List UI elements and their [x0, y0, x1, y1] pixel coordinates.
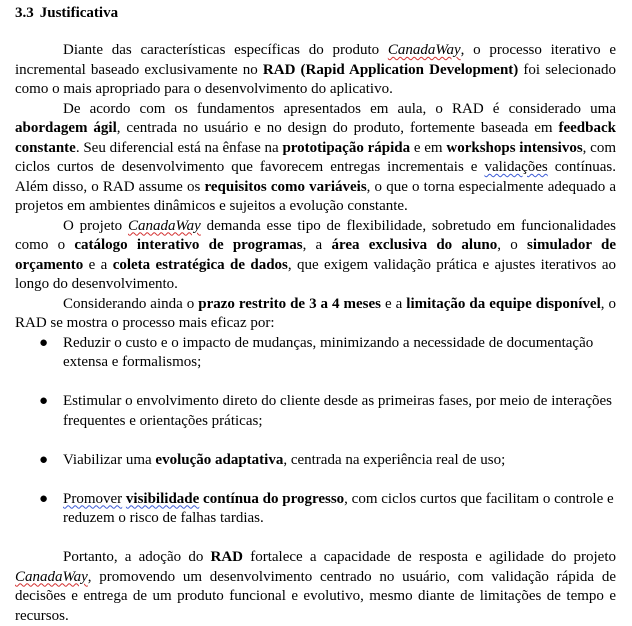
spellcheck-word: Promover — [63, 490, 123, 507]
product-name: CanadaWay — [15, 568, 88, 585]
text-run: , o que o torna especialmente adequado a projetos em ambientes dinâmicos e sujeitos a evolução constante. — [15, 178, 617, 214]
bold-term: contínua do progresso — [199, 490, 345, 507]
spellcheck-word: validações — [484, 159, 548, 175]
text-run: O projeto — [63, 217, 128, 234]
text-run: , que exigem validação prática e ajustes iterativos ao longo do desenvolvimento. — [15, 256, 616, 292]
bold-term: área exclusiva do aluno — [331, 237, 498, 253]
text-run: , centrada na experiência real de uso; — [283, 451, 506, 468]
bold-term: requisitos como variáveis — [204, 178, 367, 195]
text-run: , a — [302, 237, 332, 253]
bold-term: feedback constante — [15, 120, 616, 156]
list-item — [15, 392, 616, 431]
bold-term: simulador de orçamento — [15, 237, 616, 273]
text-run: . Seu diferencial está na ênfase na — [75, 139, 283, 156]
text-run: demanda esse tipo de flexibilidade, sobretudo em funcionalidades como o — [15, 217, 616, 253]
text-run: , com ciclos curtos que facilitam o controle e reduzem o risco de falhas tardias. — [63, 490, 614, 526]
product-name: CanadaWay — [127, 217, 201, 234]
text-run: , centrada no usuário e no design do produto, fortemente baseada em — [116, 120, 559, 136]
bold-term: prototipação rápida — [282, 139, 411, 156]
text-run: , o — [497, 237, 527, 253]
paragraph-rad-fundamentals — [15, 100, 616, 217]
text-run: Estimular o envolvimento direto do cliente desde as primeiras fases, por meio de interações frequentes e orientações práticas; — [63, 393, 612, 429]
bullet-icon: ● — [39, 490, 49, 507]
document-body — [15, 41, 616, 626]
bold-term: prazo restrito de 3 a 4 meses — [198, 295, 382, 312]
text-run: , com ciclos curtos de desenvolvimento que favorecem entregas incrementais e — [15, 139, 616, 175]
bold-term: visibilidade — [125, 490, 200, 507]
paragraph-project-features — [15, 217, 616, 295]
text-run: contínuas. Além disso, o RAD assume os — [15, 159, 616, 195]
text-run: Portanto, a adoção do — [63, 549, 211, 565]
bold-term: RAD (Rapid Application Development) — [262, 61, 519, 78]
bullet-icon: ● — [39, 451, 49, 468]
bullet-icon: ● — [39, 393, 49, 409]
section-heading — [15, 4, 118, 23]
list-item — [15, 451, 616, 471]
list-item — [15, 334, 616, 373]
section-number: 3.3 — [15, 5, 34, 21]
bullet-icon: ● — [39, 334, 49, 351]
text-run: , o RAD se mostra o processo mais eficaz por: — [15, 295, 616, 331]
text-run: Diante das características específicas do produto — [63, 42, 388, 58]
text-run: , promovendo um desenvolvimento centrado no usuário, com validação rápida de decisões e entrega de um produto funcional e evolutivo, mesmo diante de limitações de tempo e recursos. — [15, 568, 616, 624]
text-run: Viabilizar uma — [63, 451, 156, 468]
text-run: e em — [410, 139, 447, 156]
bold-term: evolução adaptativa — [155, 451, 284, 468]
list-item — [15, 490, 616, 529]
bold-term: limitação da equipe disponível — [406, 295, 601, 312]
bold-term: coleta estratégica de dados — [112, 256, 288, 273]
text-run: Reduzir o custo e o impacto de mudanças, minimizando a necessidade de documentação extensa e formalismos; — [63, 334, 594, 370]
bold-term: workshops intensivos — [446, 139, 583, 156]
paragraph-conclusion — [15, 548, 616, 626]
text-run: , o processo iterativo e incremental baseado exclusivamente no — [15, 42, 617, 78]
bold-term: catálogo interativo de programas — [74, 237, 303, 253]
text-run: De acordo com os fundamentos apresentados em aula, o RAD é considerado uma — [63, 100, 616, 117]
paragraph-intro — [15, 41, 616, 100]
product-name: CanadaWay — [387, 42, 461, 58]
text-run: foi selecionado como o mais apropriado para o desenvolvimento do aplicativo. — [15, 61, 617, 97]
text-run: fortalece a capacidade de resposta e agilidade do projeto — [243, 549, 616, 565]
paragraph-constraints — [15, 295, 616, 334]
text-run: e a — [381, 295, 407, 312]
bold-term: abordagem ágil — [15, 120, 117, 136]
text-run: e a — [83, 256, 113, 273]
text-run: Considerando ainda o — [63, 295, 199, 312]
bold-term: RAD — [210, 549, 244, 565]
section-title: Justificativa — [39, 5, 119, 21]
benefits-list — [15, 334, 616, 529]
